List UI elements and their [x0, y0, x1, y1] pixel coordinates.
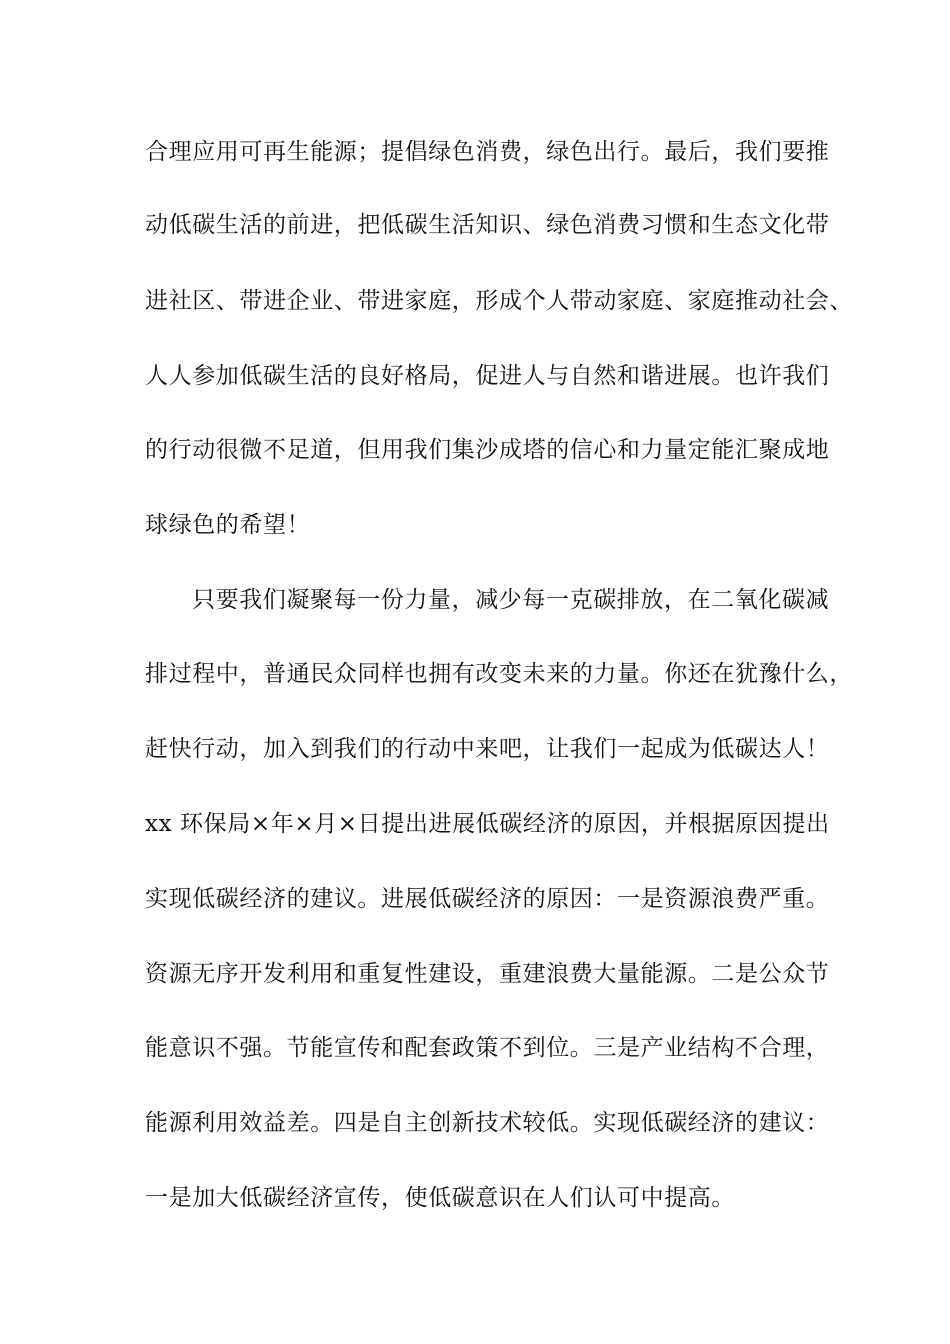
text-line: 进社区、带进企业、带进家庭，形成个人带动家庭、家庭推动社会、: [145, 288, 853, 314]
text-line: 球绿色的希望！: [145, 512, 311, 538]
text-line: 的行动很微不足道，但用我们集沙成塔的信心和力量定能汇聚成地: [145, 437, 830, 463]
paragraph-first-line: 只要我们凝聚每一份力量，减少每一克碳排放，在二氧化碳减: [192, 587, 830, 613]
text-line: xx 环保局×年×月×日提出进展低碳经济的原因，并根据原因提出: [145, 811, 830, 837]
text-line: 一是加大低碳经济宣传，使低碳意识在人们认可中提高。: [145, 1185, 735, 1211]
text-line: 人人参加低碳生活的良好格局，促进人与自然和谐进展。也许我们: [145, 363, 830, 389]
text-line: 动低碳生活的前进，把低碳生活知识、绿色消费习惯和生态文化带: [145, 212, 830, 238]
text-line: 赶快行动，加入到我们的行动中来吧，让我们一起成为低碳达人！: [145, 736, 830, 762]
text-line: 资源无序开发利用和重复性建设，重建浪费大量能源。二是公众节: [145, 961, 830, 987]
text-line: 能意识不强。节能宣传和配套政策不到位。三是产业结构不合理，: [145, 1035, 830, 1061]
text-line: 实现低碳经济的建议。进展低碳经济的原因：一是资源浪费严重。: [145, 886, 830, 912]
text-line: 排过程中，普通民众同样也拥有改变未来的力量。你还在犹豫什么，: [145, 661, 853, 687]
text-line: 合理应用可再生能源；提倡绿色消费，绿色出行。最后，我们要推: [145, 139, 830, 165]
text-line: 能源利用效益差。四是自主创新技术较低。实现低碳经济的建议：: [145, 1110, 830, 1136]
